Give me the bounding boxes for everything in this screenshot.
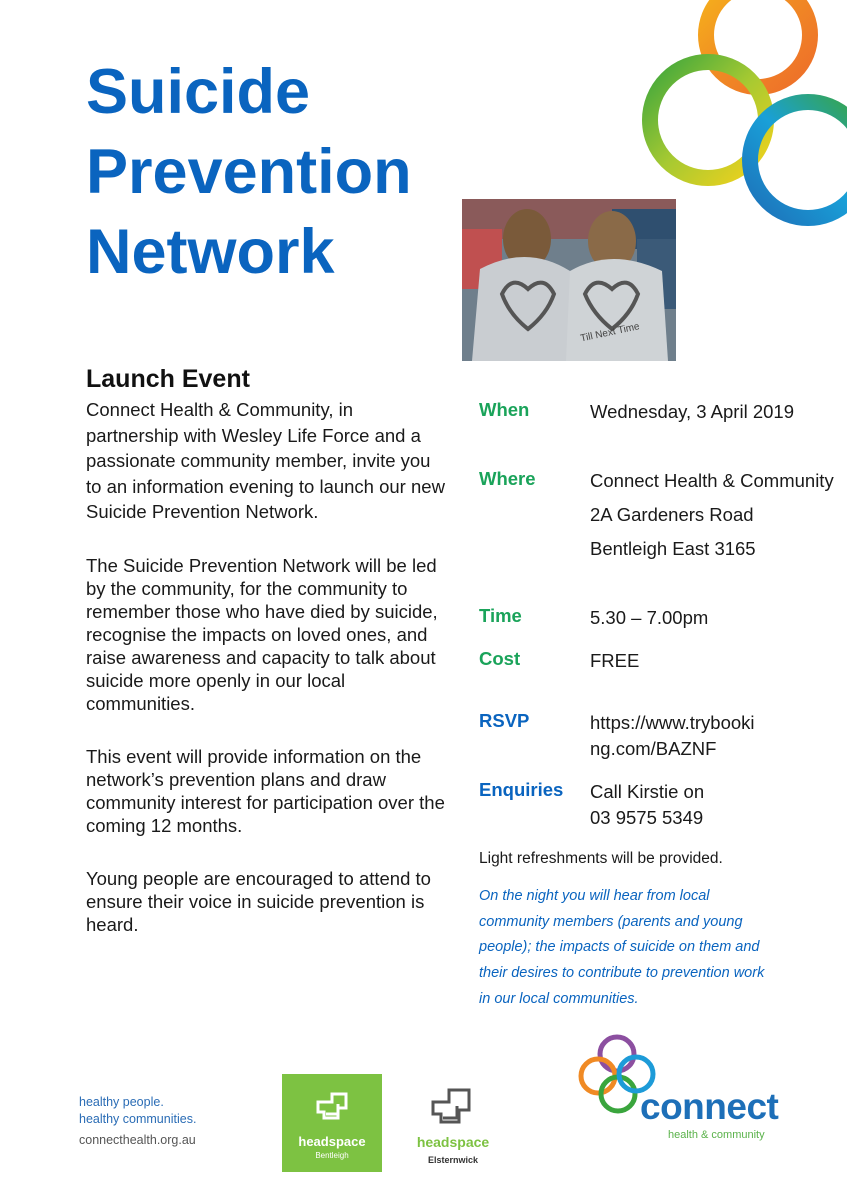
headspace-bentleigh-logo (282, 1074, 382, 1172)
time-label: Time (479, 605, 522, 626)
photo-shirt-text: Till Next Time (579, 321, 641, 345)
tagline-line-1: healthy people. (79, 1095, 164, 1109)
title-line-2: Prevention (86, 137, 412, 207)
headspace-elsternwick-location: Elsternwick (427, 1155, 479, 1165)
event-photo (462, 199, 676, 361)
title-line-1: Suicide (86, 57, 311, 127)
body-text (86, 397, 446, 936)
footer-tagline (79, 1094, 196, 1149)
rsvp-label: RSVP (479, 710, 530, 731)
headspace-elsternwick-logo (405, 1076, 501, 1172)
time-value: 5.30 – 7.00pm (590, 607, 709, 628)
rsvp-line-1: https://www.trybooki (590, 712, 755, 733)
rsvp-line-2: ng.com/BAZNF (590, 738, 717, 759)
when-value: Wednesday, 3 April 2019 (590, 401, 794, 422)
headspace-elsternwick-name: headspace (416, 1134, 490, 1150)
where-line-1: Connect Health & Community (590, 470, 834, 491)
where-label: Where (479, 468, 536, 489)
night-note: On the night you will hear from local community members (parents and young people); the impacts of suicide on them and their desires to contribute to prevention work in our local communities. (479, 888, 765, 1007)
enquiries-line-2: 03 9575 5349 (590, 807, 704, 828)
where-line-3: Bentleigh East 3165 (590, 538, 756, 559)
title-line-3: Network (86, 217, 335, 287)
enquiries-label: Enquiries (479, 779, 564, 800)
footer-url[interactable]: connecthealth.org.au (79, 1133, 196, 1147)
where-value (590, 468, 840, 562)
body-paragraph-3: This event will provide information on the network’s prevention plans and draw community interest for participation over the coming 12 months. (86, 745, 445, 836)
cost-label: Cost (479, 648, 521, 669)
connect-subtitle: health & community (668, 1129, 765, 1141)
enquiries-value (590, 779, 840, 831)
headspace-icon (405, 1076, 501, 1134)
body-paragraph-2: The Suicide Prevention Network will be led by the community, for the community to remember those who have died by suicide, recognise the impacts on loved ones, and raise awareness and capacity to talk about suicide more openly in our local communities. (86, 554, 438, 714)
tagline-line-2: healthy communities. (79, 1112, 197, 1126)
refreshments-note: Light refreshments will be provided. (479, 850, 723, 867)
launch-heading: Launch Event (86, 365, 250, 393)
page-title (86, 52, 466, 292)
when-label: When (479, 399, 530, 420)
body-paragraph-1: Connect Health & Community, in partnership with Wesley Life Force and a passionate community member, invite you to an information evening to launch our new Suicide Prevention Network. (86, 399, 445, 522)
headspace-icon (282, 1074, 382, 1134)
headspace-bentleigh-location: Bentleigh (315, 1151, 349, 1160)
where-line-2: 2A Gardeners Road (590, 504, 754, 525)
enquiries-line-1: Call Kirstie on (590, 781, 705, 802)
cost-value: FREE (590, 650, 640, 671)
rsvp-value[interactable] (590, 710, 840, 762)
connect-wordmark: connect (640, 1086, 779, 1127)
headspace-bentleigh-name: headspace (298, 1134, 366, 1149)
body-paragraph-4: Young people are encouraged to attend to ensure their voice in suicide prevention is heard. (86, 867, 431, 935)
